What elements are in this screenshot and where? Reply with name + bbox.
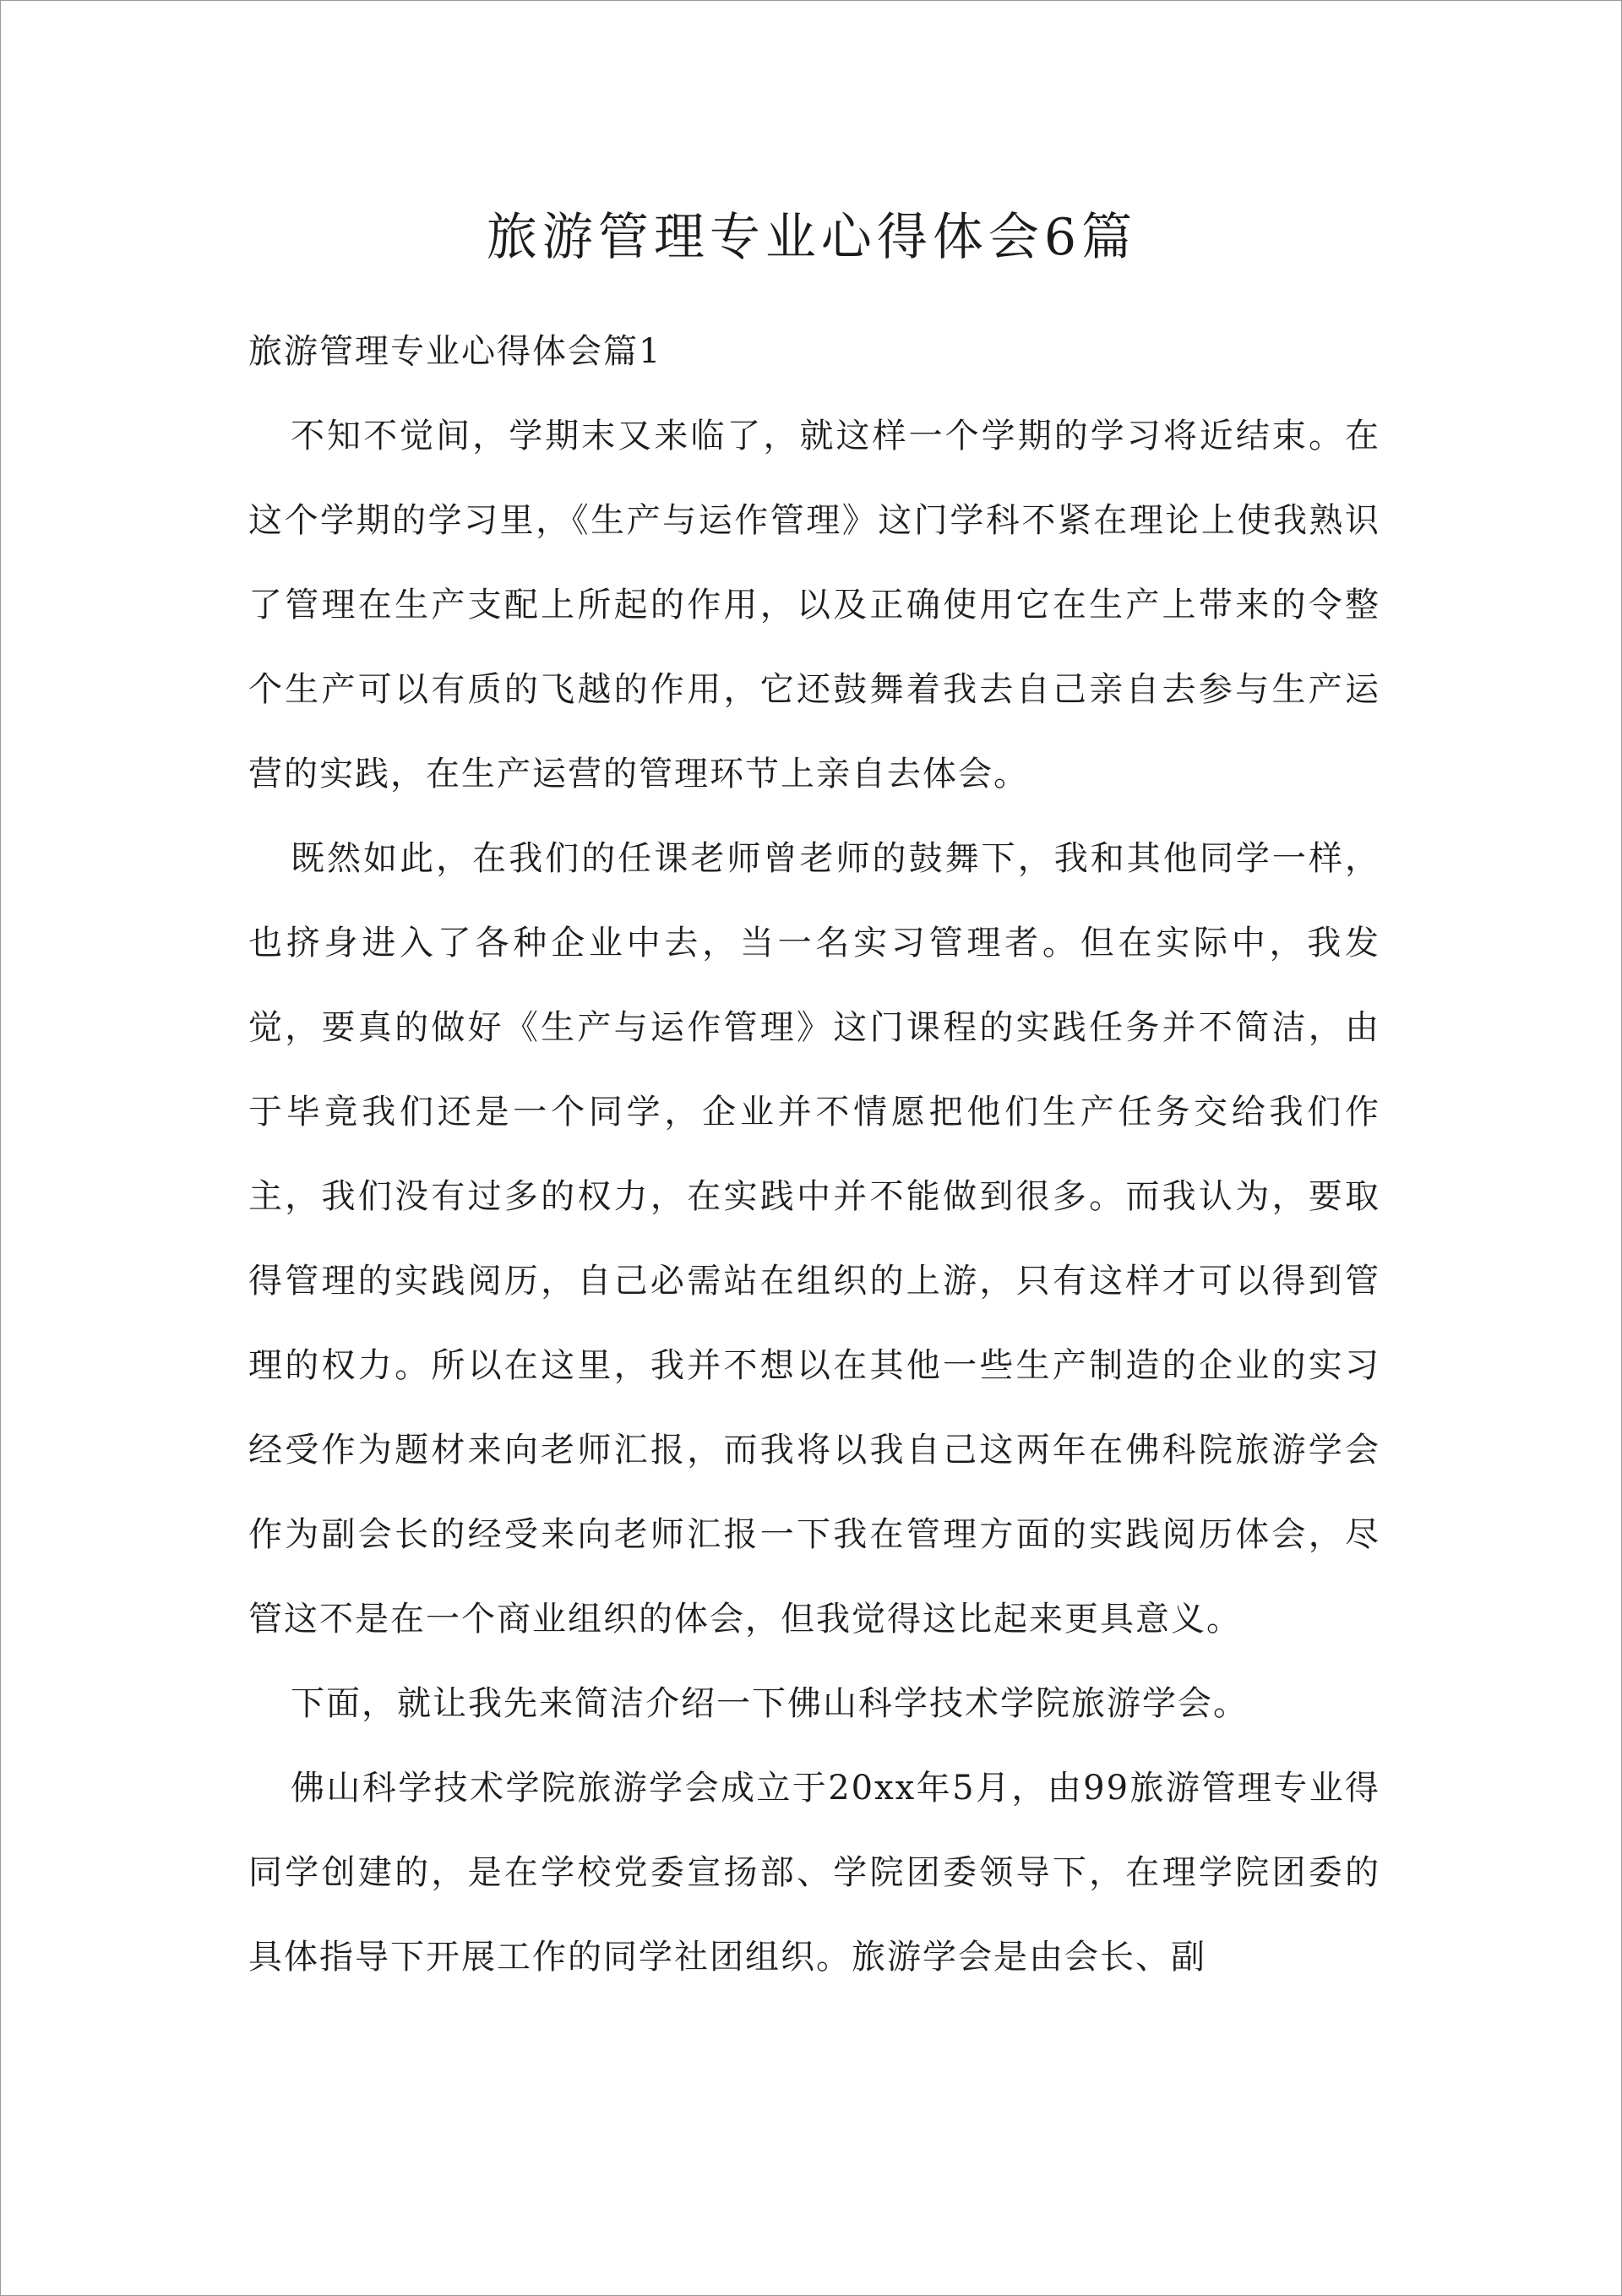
paragraph: 下面，就让我先来简洁介绍一下佛山科学技术学院旅游学会。 [291,1684,1249,1723]
paragraph: 既然如此，在我们的任课老师曾老师的鼓舞下，我和其他同学一样，也挤身进入了各种企业中去，当一名实习管理者。但在实际中，我发觉，要真的做好《生产与运作管理》这门课程的实践任务并不简洁，由于毕竟我们还是一个同学，企业并不情愿把他们生产任务交给我们作主，我们没有过多的权力，在实践中并不能做到很多。而我认为，要取得管理的实践阅历，自己必需站在组织的上游，只有这样才可以得到管理的权力。所以在这里，我并不想以在其他一些生产制造的企业的实习经受作为题材来向老师汇报，而我将以我自己这两年在佛科院旅游学会作为副会长的经受来向老师汇报一下我在管理方面的实践阅历体会，尽管这不是在一个商业组织的体会，但我觉得这比起来更具意义。 [248,839,1380,1639]
document-title: 旅游管理专业心得体会6篇 [486,208,1138,267]
section-heading: 旅游管理专业心得体会篇1 [248,332,662,371]
paragraph: 不知不觉间，学期末又来临了，就这样一个学期的学习将近结束。在这个学期的学习里，《生产与运作管理》这门学科不紧在理论上使我熟识了管理在生产支配上所起的作用，以及正确使用它在生产上带来的令整个生产可以有质的飞越的作用，它还鼓舞着我去自己亲自去参与生产运营的实践，在生产运营的管理环节上亲自去体会。 [248,417,1380,794]
paragraph: 佛山科学技术学院旅游学会成立于20xx年5月，由99旅游管理专业得同学创建的，是在学校党委宣扬部、学院团委领导下，在理学院团委的具体指导下开展工作的同学社团组织。旅游学会是由会长、副 [248,1769,1380,1977]
document-body [248,309,1380,1999]
